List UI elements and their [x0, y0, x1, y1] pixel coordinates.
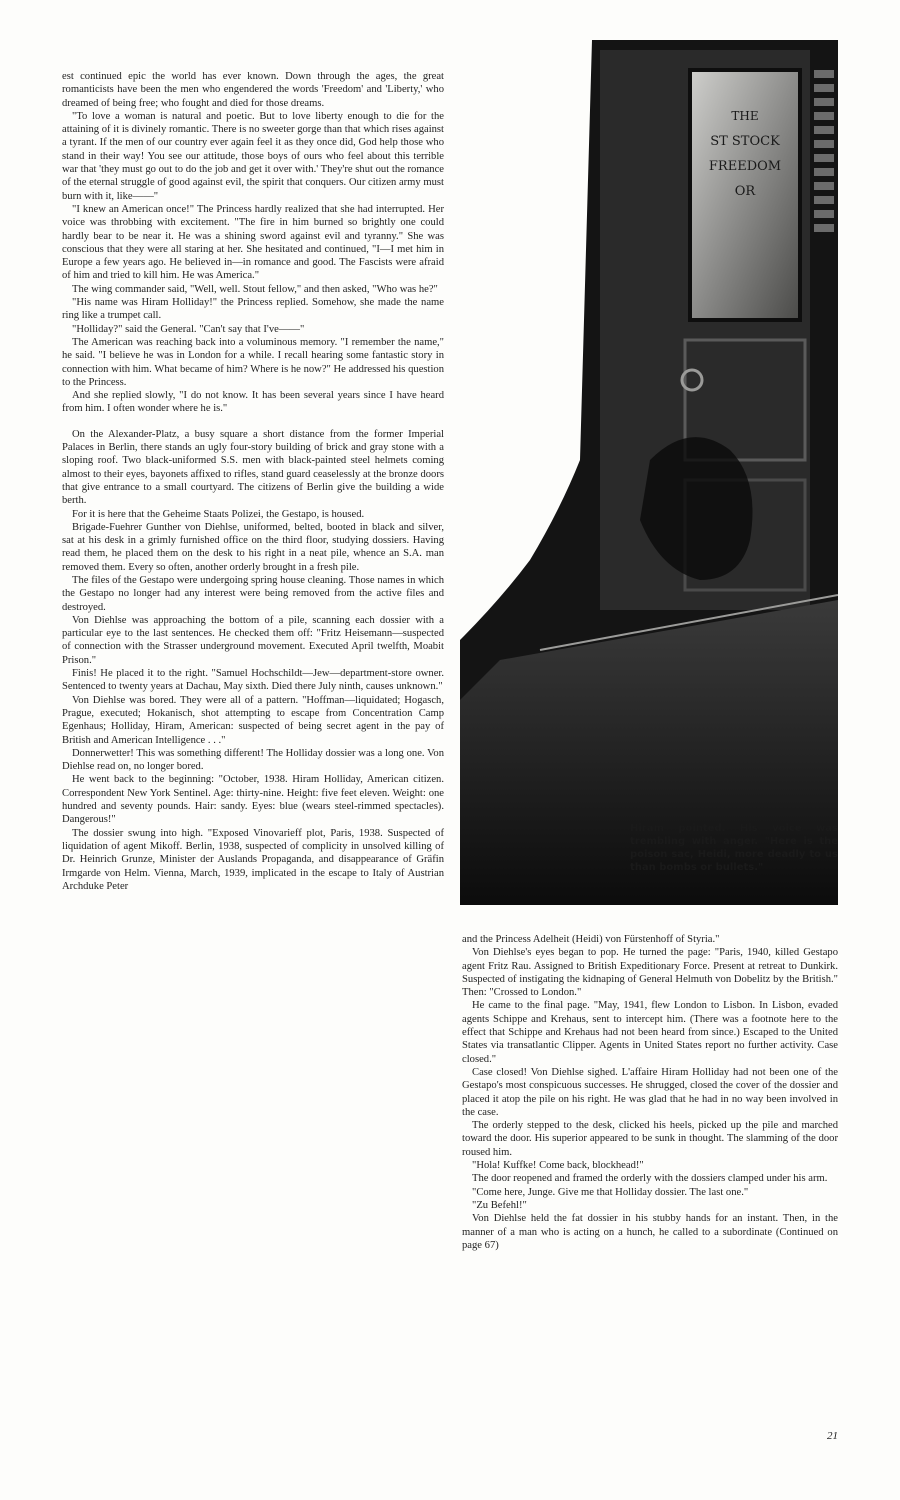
paragraph: The American was reaching back into a voluminous memory. "I remember the name," he said. "I believe he was in London for a while. I recall hearing some fantastic story in connection with him. What became of him? Where is he now?" He addressed his question to the Princess.: [62, 336, 444, 388]
paragraph: and the Princess Adelheit (Heidi) von Fürstenhoff of Styria.": [462, 934, 720, 945]
paragraph: The files of the Gestapo were undergoing spring house cleaning. Those names in which the Gestapo no longer had any interest were being removed from the active files and destroyed.: [62, 574, 444, 613]
paragraph: Von Diehlse's eyes began to pop. He turned the page: "Paris, 1940, killed Gestapo agent Fritz Rau. Assigned to British Expeditionary Force. Present at retreat to Dunkirk. Suspected of instigating the kidnaping of General Helmuth von Dobelitz by the British." Then: "Crossed to London.": [462, 947, 838, 999]
paragraph: Donnerwetter! This was something different! The Holliday dossier was a long one. Von Diehlse read on, no longer bored.: [62, 747, 444, 773]
door-lettering-line: ST STOCK: [710, 134, 780, 149]
paragraph: And she replied slowly, "I do not know. It has been several years since I have heard from him. I often wonder where he is.": [62, 390, 444, 415]
paragraph: "Hola! Kuffke! Come back, blockhead!": [472, 1160, 644, 1172]
left-text-column: [62, 70, 444, 893]
paragraph: The dossier swung into high. "Exposed Vinovarieff plot, Paris, 1938. Suspected of liquidation of agent Mikoff. Berlin, 1938, suspected of complicity in unsolved killing of Dr. Heinrich Grunze, Minister der Auslands Propaganda, and disappearance of Gräfin Irmgarde von Helm. Vienna, March, 1939, implicated in the escape to Italy of Austrian Archduke Peter: [62, 827, 444, 892]
paragraph: The orderly stepped to the desk, clicked his heels, picked up the pile and marched toward the door. His superior appeared to be sunk in thought. The slamming of the door roused him.: [462, 1120, 838, 1158]
paragraph: For it is here that the Geheime Staats Polizei, the Gestapo, is housed.: [72, 508, 365, 520]
paragraph: Von Diehlse was approaching the bottom of a pile, scanning each dossier with a particular eye to the last sentences. He checked them off: "Fritz Heisemann—suspected of connection with the Strasser underground movement. Executed April twelfth, Moabit Prison.": [62, 614, 444, 666]
paragraph: On the Alexander-Platz, a busy square a short distance from the former Imperial Palaces in Berlin, there stands an ugly four-story building of brick and gray stone with a sloping roof. Two black-uniformed S.S. men with black-painted steel helmets coming almost to their eyes, bayonets affixed to rifles, stand guard ceaselessly at the bronze doors that give entrance to a small courtyard. The citizens of Berlin give the building a wide berth.: [62, 428, 444, 507]
paragraph: He came to the final page. "May, 1941, flew London to Lisbon. In Lisbon, evaded agents Schippe and Krehaus, sent to intercept him. (There was a footnote here to the effect that Schippe and Krehaus had not been heard from since.) Escaped to the United States via transatlantic Clipper. Agents in United States report no further activity. Case closed.": [462, 1000, 838, 1065]
door-lettering-line: THE: [731, 109, 759, 123]
paragraph: Brigade-Fuehrer Gunther von Diehlse, uniformed, belted, booted in black and silver, sat at his desk in a grimly furnished office on the third floor, studying dossiers. Having read them, he placed them on the desk to his right in a neat pile, whence an S.A. man removed them. Every so often, another orderly brought in a fresh pile.: [62, 521, 444, 573]
paragraph: Von Diehlse held the fat dossier in his stubby hands for an instant. Then, in the manner of a man who is acting on a hunch, he called to a subordinate (Continued on page 67): [462, 1213, 838, 1251]
paragraph: est continued epic the world has ever known. Down through the ages, the great romanticists have been the men who engendered the words 'Freedom' and 'Liberty,' who dreamed of being free; who fought and died for those dreams.: [62, 71, 444, 109]
paragraph: "I knew an American once!" The Princess hardly realized that she had interrupted. Her voice was throbbing with excitement. "The fire in him burned so brightly one could hardly bear to be near it. He was a shining sword against evil and tyranny." She was conscious that they were all staring at her. She hesitated and continued, "I—I met him in Europe a few years ago. He believed in—in romance and good. The Fascists were afraid of him and tried to kill him. He was America.": [62, 203, 444, 282]
paragraph: "To love a woman is natural and poetic. But to love liberty enough to die for the attaining of it is divinely romantic. There is no sweeter gorge than that which rises against a tyrant. If the men of our country ever again feel it as they once did, God help those who stand in their way! You see our attitude, those boys of ours who feel about this terrible war that 'they must go out to do the job and get it over with.' They're shut out the romance of the eternal struggle of good against evil, the spirit that conquers. Our citizen army must burn with it, like——": [62, 110, 444, 202]
paragraph: The door reopened and framed the orderly with the dossiers clamped under his arm.: [472, 1173, 828, 1185]
paragraph: The wing commander said, "Well, well. Stout fellow," and then asked, "Who was he?": [72, 283, 438, 295]
paragraph: "Holliday?" said the General. "Can't say that I've——": [72, 323, 305, 335]
right-text-column: [462, 933, 838, 1252]
door-lettering-line: OR: [734, 184, 756, 199]
paragraph: "Come here, Junge. Give me that Holliday dossier. The last one.": [472, 1186, 749, 1198]
paragraph: Von Diehlse was bored. They were all of a pattern. "Hoffman—liquidated; Hogasch, Prague, executed; Hokanisch, shot attempting to escape from Concentration Camp Egenhaus; Holliday, Hiram, American: suspected of being secret agent in the pay of British and American Intelligence . . .": [62, 694, 444, 746]
door-lettering-line: FREEDOM: [708, 159, 782, 174]
paragraph: Finis! He placed it to the right. "Samuel Hochschildt—Jew—department-store owner. Sentenced to twenty years at Dachau, May sixth. Died there July ninth, causes unknown.": [62, 668, 444, 693]
paragraph: "His name was Hiram Holliday!" the Princess replied. Somehow, she made the name ring like a trumpet call.: [62, 297, 444, 322]
paragraph: Case closed! Von Diehlse sighed. L'affaire Hiram Holliday had not been one of the Gestapo's most conspicuous successes. He shrugged, closed the cover of the dossier and placed it atop the pile on his right. He was glad that he had in no way been involved in the case.: [462, 1066, 838, 1118]
door-illustration: [460, 40, 838, 905]
illustration-caption: Hiram pointed. His voice was trembling with anger. "Here is the poison sac, Heidi, more deadly to us than bombs or bullets.": [630, 823, 838, 873]
page-number: 21: [827, 1430, 838, 1442]
paragraph: "Zu Befehl!": [472, 1199, 527, 1211]
paragraph: He went back to the beginning: "October, 1938. Hiram Holliday, American citizen. Correspondent New York Sentinel. Age: thirty-nine. Height: five feet eleven. Weight: one hundred and seventy pounds. Hair: sandy. Eyes: blue (wears steel-rimmed spectacles). Dangerous!": [62, 774, 444, 826]
